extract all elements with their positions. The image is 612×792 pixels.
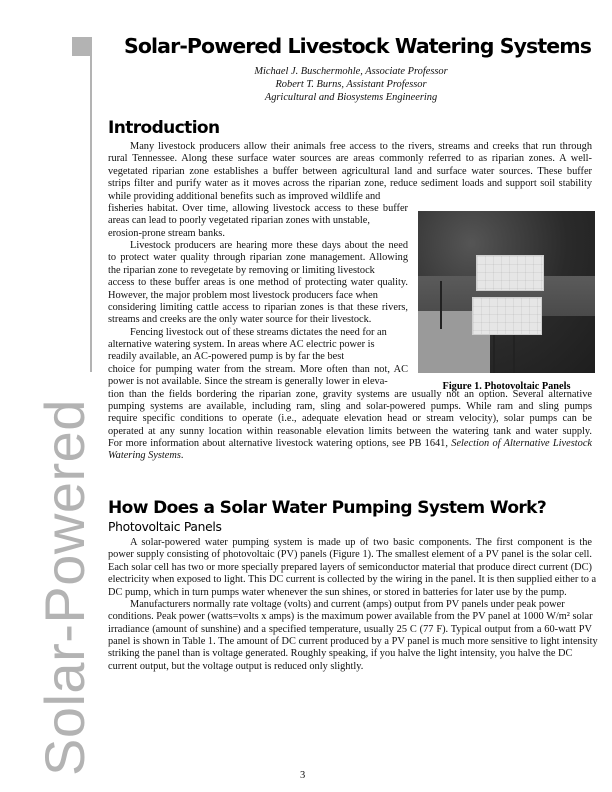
intro-line: tion than the fields bordering the riparian zone, gravity systems are usually not an option. Several alternative [108,389,592,400]
body-line: DC pump, which in turn pumps water whenever the sun shines, or stored in batteries for later use by the pump. [108,587,567,598]
photo-panel-post [513,331,515,373]
body-line: Manufacturers normally rate voltage (volts) and current (amps) output from PV panels under peak power [130,599,565,610]
photovoltaic-panels-subheading: Photovoltaic Panels [108,520,222,534]
intro-line: require specific conditions to operate (i.e., adequate elevation head or stream velocity), solar pumps can be [108,413,592,424]
photo-panel-post [493,331,495,373]
figure-caption: Figure 1. Photovoltaic Panels [442,381,571,392]
body-line: A solar-powered water pumping system is made up of two basic components. The first component is the [130,537,592,548]
body-line: irradiance (amount of sunshine) and a specified temperature, usually 25 C (77 F). Typical output from a 60-watt PV [108,624,592,635]
intro-reference-line-end [108,450,183,462]
intro-line: streams and creeks are the only water source for their livestock. [108,314,372,325]
intro-line: power is not available. Since the stream is generally lower in eleva- [108,376,388,387]
body-line: Each solar cell has two or more specially prepared layers of semiconductor material that produce direct current (DC) [108,562,592,573]
body-line: electricity when exposed to light. This DC current is collected by the wiring in the panel. It is then supplied either to a [108,574,597,585]
reference-suffix: . [180,450,184,461]
department: Agricultural and Biosystems Engineering [264,92,438,103]
intro-line: to protect water quality through riparian zone management. Allowing [108,252,408,263]
author-1: Michael J. Buschermohle, Associate Professor [254,66,448,77]
body-line: power supply consisting of photovoltaic (PV) panels (Figure 1). The smallest element of a PV panel is the solar cell. [108,549,592,560]
author-2: Robert T. Burns, Assistant Professor [275,79,427,90]
page-number: 3 [300,770,306,781]
intro-line: while providing additional benefits such as improved wildlife and [108,191,381,202]
side-watermark-text: Solar-Powered [33,399,96,776]
intro-line: strips filter and purify water as it moves across the riparian zone, reduce sediment loads and support soil stability [108,178,592,189]
how-it-works-heading: How Does a Solar Water Pumping System Work? [108,498,547,518]
intro-line: erosion-prone stream banks. [108,228,225,239]
intro-line: alternative watering system. In areas where AC electric power is [108,339,375,350]
photo-solar-panel-upper [476,255,544,291]
intro-line: However, the major problem most livestock producers face when [108,290,378,301]
intro-line: Many livestock producers allow their animals free access to the rivers, streams and creeks that run through [130,141,592,152]
intro-line: Livestock producers are hearing more these days about the need [130,240,408,251]
corner-accent-square [72,37,91,56]
intro-line: considering limiting cattle access to riparian zones is that these rivers, [108,302,408,313]
introduction-heading: Introduction [108,118,220,138]
intro-line: rural Tennessee. Along these surface water sources are areas commonly referred to as riparian zones. A well- [108,153,592,164]
intro-line: Fencing livestock out of these streams dictates the need for an [130,327,387,338]
body-line: panel is shown in Table 1. The amount of DC current produced by a PV panel is much more sensitive to light intensity [108,636,598,647]
intro-line: fisheries habitat. Over time, allowing livestock access to these buffer [108,203,408,214]
reference-title-part2: Watering Systems [108,450,181,461]
intro-line: the riparian zone to revegetate by removing or limiting livestock [108,265,375,276]
body-line: striking the panel than is voltage generated. Roughly speaking, if you halve the light intensity, you halve the DC [108,648,573,659]
intro-line: choice for pumping water from the stream. More often than not, AC [108,364,408,375]
intro-line: pumping systems are available, including ram, sling and solar-powered pumps. While ram and sling pumps [108,401,592,412]
intro-line: areas can lead to poorly vegetated riparian zones with unstable, [108,215,370,226]
reference-title-part1: Selection of Alternative Livestock [451,438,592,449]
photo-fence-post [440,281,442,329]
body-line: conditions. Peak power (watts=volts x amps) is the maximum power available from the PV panel at 1000 W/m² solar [108,611,593,622]
figure-photo-photovoltaic-panels [418,211,595,373]
intro-reference-prefix: For more information about alternative livestock watering options, see PB 1641, [108,438,452,449]
side-vertical-rule [90,37,92,372]
intro-line: access to these buffer areas is one method of protecting water quality. [108,277,408,288]
body-line: current output, but the voltage output is reduced only slightly. [108,661,364,672]
intro-reference-line [108,438,592,450]
document-title: Solar-Powered Livestock Watering Systems [124,34,592,58]
intro-line: vegetated riparian zone establishes a buffer between agricultural land and surface water sources. These buffer [108,166,592,177]
intro-line: readily available, an AC-powered pump is by far the best [108,351,345,362]
photo-solar-panel-lower [472,297,542,335]
intro-line: operated at any sunny location within reasonable elevation limits between the watering tank and water supply. [108,426,592,437]
